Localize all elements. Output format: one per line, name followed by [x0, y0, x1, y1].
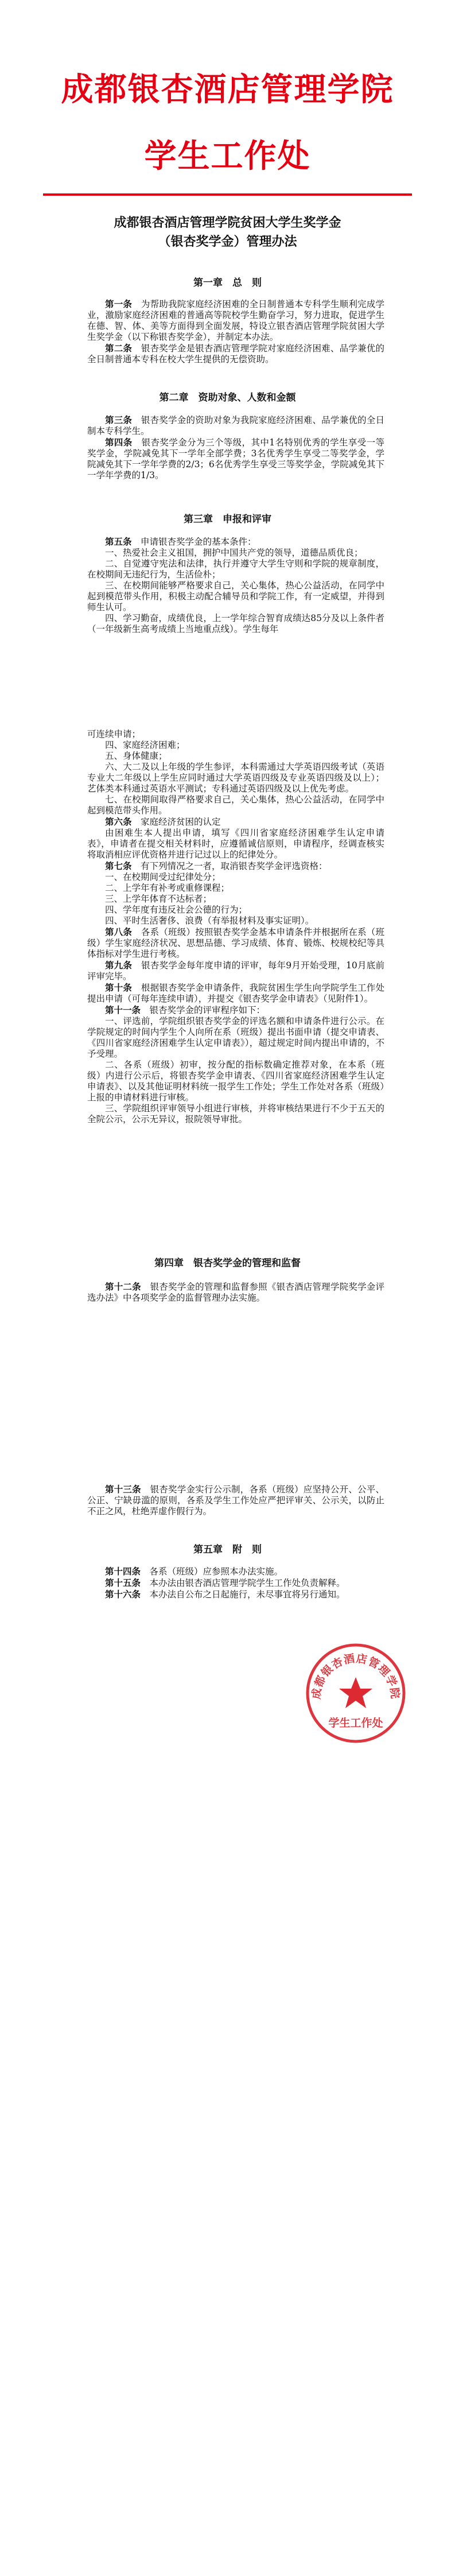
list-item: 四、学习勤奋，成绩优良，上一学年综合智育成绩达85分及以上条件者（一年级新生高考成绩上当地重点线）。学生每年 — [87, 613, 384, 634]
article-6 — [87, 816, 384, 828]
article-text: 银杏奖学金是银杏酒店管理学院对家庭经济困难、品学兼优的全日制普通本专科在校大学生提供的无偿资助。 — [87, 343, 384, 364]
chapter-3-body-part1 — [87, 536, 384, 635]
article-label: 第七条 — [105, 860, 132, 871]
article-label: 第四条 — [105, 437, 133, 448]
article-text: 银杏奖学金分为三个等级，其中1名特别优秀的学生享受一等奖学金，学院减免其下一学年全部学费；3名优秀学生享受二等奖学金，学院减免其下一学年学费的2/3；6名优秀学生享受三等奖学金，学院减免其下一学年学费的1/3。 — [87, 437, 384, 480]
list-item: 一、在校期间受过纪律处分； — [105, 872, 221, 882]
list-item: 七、在校期间取得严格要求自己，关心集体，热心公益活动，在同学中起到模范带头作用。 — [87, 794, 384, 816]
list-item: 二、自觉遵守宪法和法律，执行并遵守大学生守则和学院的规章制度，在校期间无违纪行为，生活俭朴； — [87, 558, 384, 580]
chapter-3-body-part2 — [87, 729, 384, 1125]
article-label: 第十四条 — [105, 1566, 141, 1577]
chapter-1-body — [87, 298, 384, 365]
article-text: 银杏奖学金的管理和监督参照《银杏酒店管理学院奖学金评选办法》中各项奖学金的监督管理办法实施。 — [87, 1282, 384, 1303]
article-7 — [87, 860, 384, 872]
list-item-continued: 可连续申请； — [87, 729, 141, 739]
chapter-5-body — [87, 1566, 384, 1600]
article-text: 各系（班级）按照银杏奖学金基本申请条件并根据所在系（班级）学生家庭经济状况、思想品德、学习成绩、体育、锻炼、校规校纪等具体指标对学生进行考核。 — [87, 927, 384, 959]
article-text: 根据银杏奖学金申请条件，我院贫困生学生向学院学生工作处提出申请（可每年连续申请），并提交《银杏奖学金申请表》（见附件1）。 — [87, 983, 384, 1004]
article-label: 第十一条 — [105, 1004, 141, 1015]
article-4 — [87, 437, 384, 481]
article-14 — [87, 1566, 384, 1577]
document-title-line1: 成都银杏酒店管理学院贫困大学生奖学金 — [114, 215, 341, 230]
article-text: 有下列情况之一者，取消银杏奖学金评选资格： — [141, 861, 328, 871]
article-label: 第十三条 — [105, 1484, 141, 1495]
article-text: 本办法由银杏酒店管理学院学生工作处负责解释。 — [149, 1578, 345, 1588]
article-label: 第九条 — [105, 960, 133, 971]
document-title-line2: （银杏奖学金）管理办法 — [158, 234, 297, 249]
article-label: 第十二条 — [105, 1281, 141, 1292]
article-label: 第三条 — [105, 414, 133, 425]
chapter-1-heading: 第一章 总 则 — [193, 277, 262, 289]
list-item: 六、大二及以上年级的学生参评，本科需通过大学英语四级考试（英语专业大二年级以上学生应同时通过大学英语四级及专业英语四级及以上）；艺体类本科通过英语水平测试；专科通过英语四级及以上优先考虑。 — [87, 762, 384, 794]
article-text: 各系（班级）应参照本办法实施。 — [149, 1566, 283, 1577]
article-text: 银杏奖学金的资助对象为我院家庭经济困难、品学兼优的全日制本专科学生。 — [87, 415, 384, 436]
article-text: 为帮助我院家庭经济困难的全日制普通本专科学生顺利完成学业，激励家庭经济困难的普通高等院校学生勤奋学习，努力进取，促进学生在德、智、体、美等方面得到全面发展，特设立银杏酒店管理学院贫困大学生奖学金（以下称银杏奖学金），并制定本办法。 — [87, 299, 384, 342]
list-item: 五、身体健康； — [105, 751, 168, 761]
article-9 — [87, 960, 384, 982]
article-8 — [87, 926, 384, 960]
official-seal-stamp — [304, 1642, 407, 1745]
article-label: 第八条 — [105, 926, 133, 937]
college-name-header: 成都银杏酒店管理学院 — [61, 71, 394, 108]
article-text: 申请银杏奖学金的基本条件： — [141, 537, 256, 547]
article-13 — [87, 1484, 384, 1517]
article-15 — [87, 1577, 384, 1589]
chapter-4-body-part2 — [87, 1484, 384, 1517]
chapter-3-heading: 第三章 申报和评审 — [184, 514, 271, 525]
chapter-2-body — [87, 414, 384, 481]
list-item: 由困难生本人提出申请，填写《四川省家庭经济困难学生认定申请表》，申请者在提交相关材料时，应遵循诚信原则，申请程序，经调查核实将取消相应评优资格并进行记过以上的纪律处分。 — [87, 828, 384, 860]
list-item: 四、平时生活奢侈、浪费（有举报材料及事实证明）。 — [105, 915, 314, 926]
list-item: 三、学院组织评审领导小组进行审核，并将审核结果进行不少于五天的全院公示，公示无异议，报院领导审批。 — [87, 1103, 384, 1124]
article-label: 第一条 — [105, 298, 133, 309]
chapter-5-heading: 第五章 附 则 — [193, 1544, 262, 1555]
article-text: 本办法自公布之日起施行，未尽事宜将另行通知。 — [149, 1589, 345, 1600]
seal-graphic — [304, 1642, 407, 1745]
article-2 — [87, 343, 384, 365]
article-text: 银杏奖学金实行公示制，各系（班级）应坚持公开、公平、公正、宁缺毋滥的原则，各系及学生工作处应严把评审关、公示关，以防止不正之风，杜绝弄虚作假行为。 — [87, 1484, 384, 1516]
article-label: 第十六条 — [105, 1589, 141, 1600]
article-16 — [87, 1589, 384, 1600]
article-label: 第六条 — [105, 816, 132, 827]
article-11 — [87, 1004, 384, 1016]
chapter-4-body — [87, 1281, 384, 1303]
article-text: 家庭经济贫困的认定 — [141, 817, 221, 827]
list-item: 一、热爱社会主义祖国，拥护中国共产党的领导，道德品质优良； — [105, 548, 363, 558]
article-text: 银杏奖学金的评审程序如下： — [149, 1005, 266, 1015]
department-name-header: 学生工作处 — [144, 137, 311, 175]
article-10 — [87, 982, 384, 1004]
svg-text:成都银杏酒店管理学院: 成都银杏酒店管理学院 — [310, 1652, 402, 1700]
list-item: 一、评选前，学院组织银杏奖学金的评选名额和申请条件进行公示。在学院规定的时间内学生个人向所在系（班级）提出书面申请（提交申请表、《四川省家庭经济困难学生认定申请表》），超过规定时间内提出申请的，不予受理。 — [87, 1016, 384, 1059]
svg-text:学生工作处: 学生工作处 — [328, 1717, 383, 1729]
list-item: 二、上学年有补考或重修课程； — [105, 883, 230, 893]
red-divider-line — [43, 193, 412, 196]
article-1 — [87, 298, 384, 343]
article-label: 第二条 — [105, 343, 133, 354]
article-label: 第十五条 — [105, 1577, 141, 1588]
list-item: 二、各系（班级）初审，按分配的指标数确定推荐对象，在本系（班级）内进行公示后，将银杏奖学金申请表、《四川省家庭经济困难学生认定申请表》、以及其他证明材料统一报学生工作处；学生工作处对各系（班级）上报的申请材料进行审核。 — [87, 1060, 384, 1103]
list-item: 三、上学年体育不达标者； — [105, 894, 212, 904]
article-3 — [87, 414, 384, 437]
article-label: 第十条 — [105, 982, 133, 993]
list-item: 三、在校期间能够严格要求自己，关心集体，热心公益活动，在同学中起到模范带头作用，积极主动配合辅导员和学院工作，有一定威望，并得到师生认可。 — [87, 580, 384, 612]
article-text: 银杏奖学金每年度申请的评审，每年9月开始受理，10月底前评审完毕。 — [87, 960, 384, 981]
chapter-4-heading: 第四章 银杏奖学金的管理和监督 — [154, 1258, 301, 1269]
article-12 — [87, 1281, 384, 1303]
list-item: 四、学年度有违反社会公德的行为； — [105, 905, 248, 915]
article-5 — [87, 536, 384, 548]
article-label: 第五条 — [105, 536, 132, 547]
list-item: 四、家庭经济困难； — [105, 740, 185, 750]
chapter-2-heading: 第二章 资助对象、人数和金额 — [159, 392, 296, 404]
